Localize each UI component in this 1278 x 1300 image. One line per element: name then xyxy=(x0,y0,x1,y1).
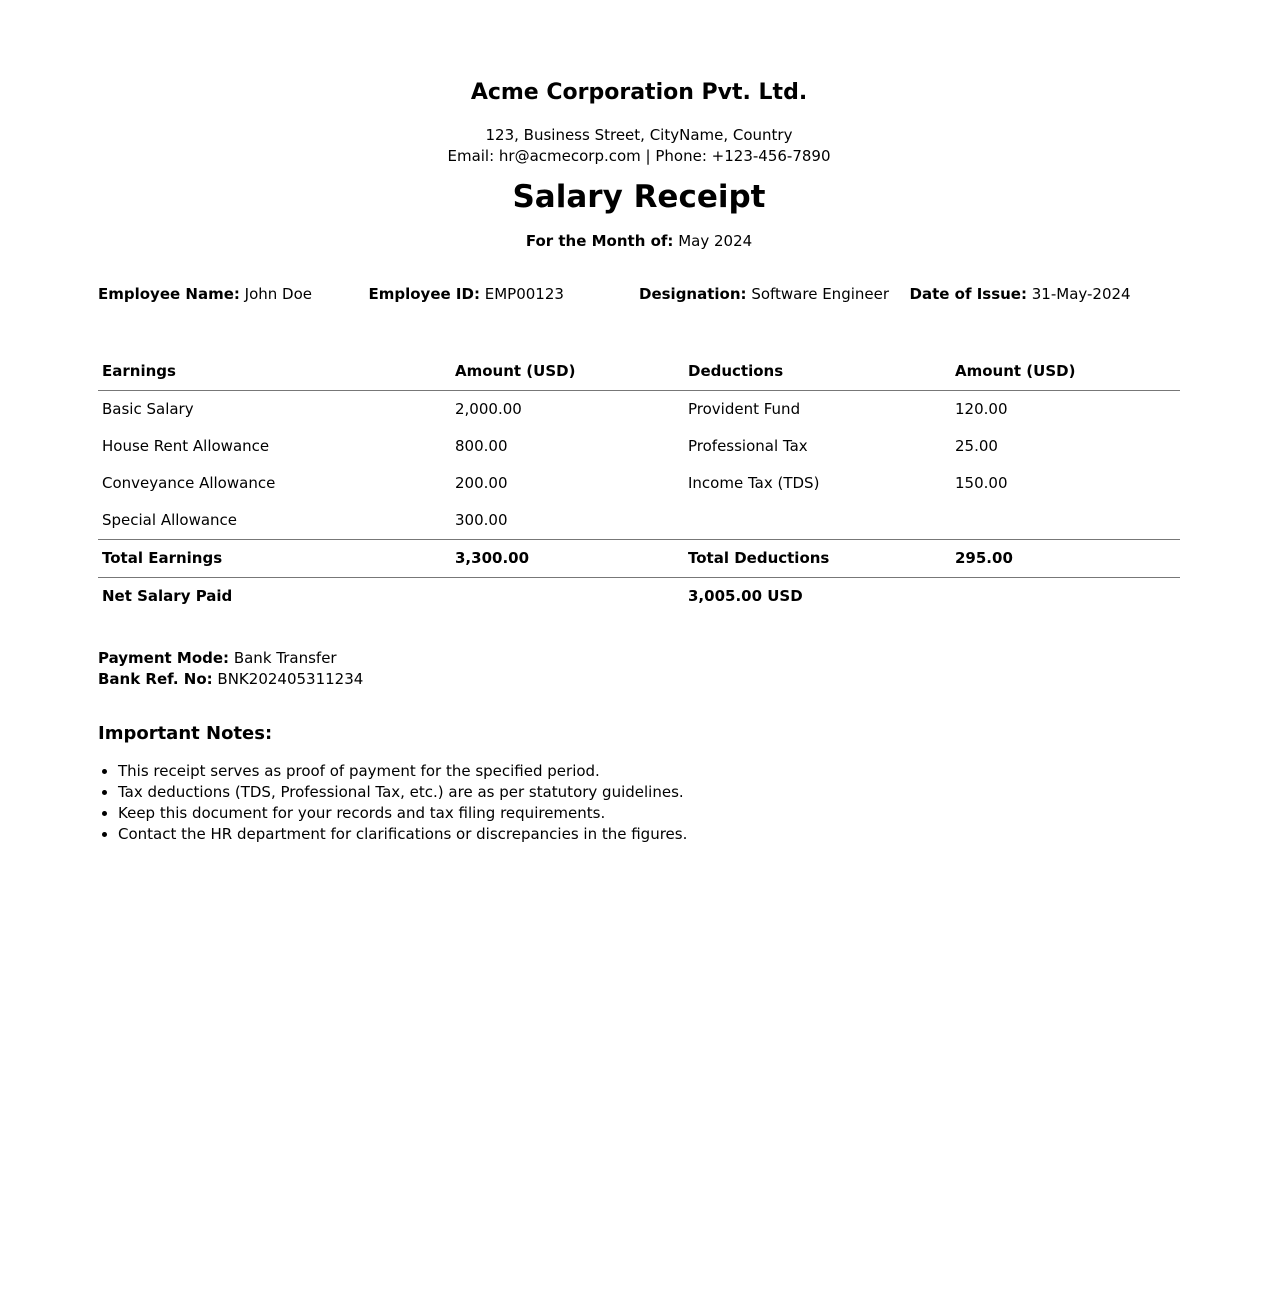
receipt-title: Salary Receipt xyxy=(512,179,766,215)
employee-id-label: Employee ID: xyxy=(368,285,480,303)
notes-title: Important Notes: xyxy=(98,723,273,744)
deduction-amount: 120.00 xyxy=(955,400,1008,418)
list-item: • Tax deductions (TDS, Professional Tax, etc.) are as per statutory guidelines. xyxy=(118,782,1180,803)
payment-mode-value: Bank Transfer xyxy=(233,649,337,667)
header-deductions-amount: Amount (USD) xyxy=(955,362,1076,380)
earning-item: Special Allowance xyxy=(102,511,238,529)
employee-name xyxy=(98,284,369,305)
employee-id-value: EMP00123 xyxy=(484,285,564,303)
earning-amount: 300.00 xyxy=(455,511,508,529)
earning-item: Conveyance Allowance xyxy=(102,474,276,492)
total-deductions-label: Total Deductions xyxy=(688,549,830,567)
list-item: • Keep this document for your records and tax filing requirements. xyxy=(118,803,1180,824)
net-salary-label: Net Salary Paid xyxy=(102,587,233,605)
table-row xyxy=(98,502,1180,540)
date-of-issue-label: Date of Issue: xyxy=(909,285,1027,303)
notes-list xyxy=(98,761,1180,845)
company-contact: Email: hr@acmecorp.com | Phone: +123-456-7890 xyxy=(447,147,831,165)
company-name: Acme Corporation Pvt. Ltd. xyxy=(470,80,808,105)
employee-info xyxy=(98,284,1180,305)
deduction-item: Income Tax (TDS) xyxy=(688,474,820,492)
deduction-item xyxy=(684,502,951,540)
list-item: • Contact the HR department for clarifications or discrepancies in the figures. xyxy=(118,824,1180,845)
header-earnings-amount: Amount (USD) xyxy=(455,362,576,380)
total-deductions-value: 295.00 xyxy=(955,549,1013,567)
earning-item: Basic Salary xyxy=(102,400,194,418)
date-of-issue xyxy=(910,284,1181,305)
header-deductions: Deductions xyxy=(688,362,784,380)
designation-label: Designation: xyxy=(639,285,747,303)
salary-receipt-page xyxy=(98,0,1180,845)
table-row xyxy=(98,465,1180,502)
earning-amount: 200.00 xyxy=(455,474,508,492)
total-earnings-value: 3,300.00 xyxy=(455,549,530,567)
payment-mode-label: Payment Mode: xyxy=(98,649,230,667)
deduction-amount: 25.00 xyxy=(955,437,998,455)
table-header-row xyxy=(98,353,1180,391)
employee-designation xyxy=(639,284,910,305)
net-salary-row xyxy=(98,578,1180,616)
bank-ref xyxy=(98,669,1180,690)
receipt-month xyxy=(98,231,1180,252)
deduction-item: Professional Tax xyxy=(688,437,808,455)
net-salary-spacer xyxy=(451,578,684,616)
table-row xyxy=(98,391,1180,429)
earning-item: House Rent Allowance xyxy=(102,437,270,455)
employee-name-value: John Doe xyxy=(244,285,313,303)
company-address-block xyxy=(98,125,1180,167)
company-address: 123, Business Street, CityName, Country xyxy=(485,126,793,144)
net-salary-value: 3,005.00 USD xyxy=(688,587,803,605)
header-earnings: Earnings xyxy=(102,362,176,380)
deduction-item: Provident Fund xyxy=(688,400,801,418)
payment-mode xyxy=(98,648,1180,669)
totals-row xyxy=(98,540,1180,578)
total-earnings-label: Total Earnings xyxy=(102,549,223,567)
list-item: • This receipt serves as proof of payment for the specified period. xyxy=(118,761,1180,782)
deduction-amount: 150.00 xyxy=(955,474,1008,492)
deduction-amount xyxy=(951,502,1180,540)
bank-ref-value: BNK202405311234 xyxy=(217,670,364,688)
employee-name-label: Employee Name: xyxy=(98,285,240,303)
salary-table xyxy=(98,353,1180,615)
earning-amount: 800.00 xyxy=(455,437,508,455)
date-of-issue-value: 31-May-2024 xyxy=(1031,285,1131,303)
earning-amount: 2,000.00 xyxy=(455,400,522,418)
designation-value: Software Engineer xyxy=(751,285,890,303)
payment-details xyxy=(98,648,1180,690)
month-label: For the Month of: xyxy=(525,232,674,250)
bank-ref-label: Bank Ref. No: xyxy=(98,670,213,688)
employee-id xyxy=(369,284,640,305)
month-value: May 2024 xyxy=(678,232,753,250)
table-row xyxy=(98,428,1180,465)
